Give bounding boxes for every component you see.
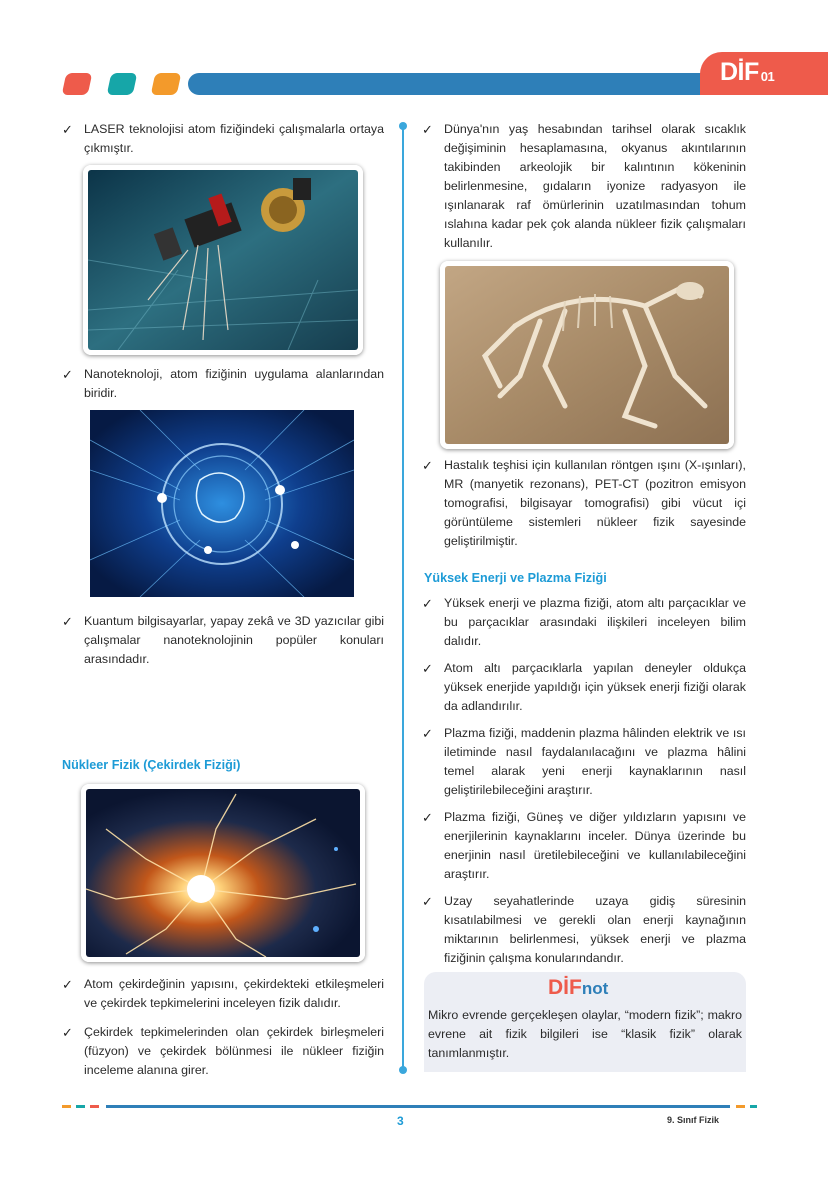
bullet-laser: ✓ LASER teknolojisi atom fiziğindeki çalışmalarla ortaya çıkmıştır. bbox=[62, 122, 384, 155]
bullet-high-energy-1: ✓ Yüksek enerji ve plazma fiziği, atom altı parçacıklar ve bu parçacıklar arasındaki ilişkileri inceleyen bilim dalıdır. bbox=[422, 596, 746, 648]
footer-dash-red bbox=[90, 1105, 99, 1108]
section-nuclear-title: Nükleer Fizik (Çekirdek Fiziği) bbox=[62, 758, 241, 772]
bullet-xray: ✓ Hastalık teşhisi için kullanılan röntgen ışını (X-ışınları), MR (manyetik rezonans), PET-CT (pozitron emisyon tomografisi, bilgisayar tomografisi) gibi vücut içi görüntüleme sistemleri nükleer fizik sayesinde geliştirilmiştir. bbox=[422, 458, 746, 548]
footer-line bbox=[106, 1105, 730, 1108]
column-divider bbox=[402, 126, 404, 1070]
bullet-fusion: ✓ Çekirdek tepkimelerinden olan çekirdek birleşmeleri (füzyon) ve çekirdek bölünmesi ile nükleer fiziğin inceleme alanına girer. bbox=[62, 1025, 384, 1077]
bullet-nucleus: ✓ Atom çekirdeğinin yapısını, çekirdekteki etkileşmeleri ve çekirdek tepkimelerini inceleyen fizik dalıdır. bbox=[62, 977, 384, 1010]
bullet-plasma-1: ✓ Plazma fiziği, maddenin plazma hâlinden elektrik ve ısı iletiminde nasıl faydalanılacağını ve plazma hâlini temel alarak yeni enerji kaynaklarının nasıl geliştirilebileceğini araştırır. bbox=[422, 726, 746, 797]
brand-logo: DİF $_{01}$ bbox=[720, 58, 775, 86]
check-icon: ✓ bbox=[422, 726, 433, 741]
right-column-3 bbox=[422, 594, 746, 968]
bullet-plasma-2: ✓ Plazma fiziği, Güneş ve diğer yıldızların yapısını ve enerjilerinin kaynaklarını inceler. Dünya üzerinde bu enerjinin nasıl üretilebileceğini ve kullanılabileceğini araştırır. bbox=[422, 810, 746, 881]
check-icon: ✓ bbox=[422, 122, 433, 137]
right-column-2 bbox=[422, 456, 746, 551]
page-number: 3 bbox=[397, 1114, 404, 1128]
footer-dash-orange bbox=[62, 1105, 71, 1108]
dif-note-text: Mikro evrende gerçekleşen olaylar, “modern fizik”; makro evrene ait fizik bilgileri ise “klasik fizik” olarak tanımlanmıştır. bbox=[428, 1008, 742, 1060]
header-bar bbox=[188, 73, 723, 95]
header-tab bbox=[700, 52, 828, 95]
divider-bottom-dot bbox=[399, 1066, 407, 1074]
bullet-nano: ✓ Nanoteknoloji, atom fiziğinin uygulama alanlarından biridir. bbox=[62, 367, 384, 400]
left-column-2 bbox=[62, 365, 384, 403]
header-orange-square bbox=[151, 73, 182, 95]
left-column-3 bbox=[62, 612, 384, 669]
bullet-quantum: ✓ Kuantum bilgisayarlar, yapay zekâ ve 3D yazıcılar gibi çalışmalar nanoteknolojinin popüler konuları arasındadır. bbox=[62, 614, 384, 666]
left-column bbox=[62, 120, 384, 158]
check-icon: ✓ bbox=[422, 894, 433, 909]
section-high-energy-title: Yüksek Enerji ve Plazma Fiziği bbox=[424, 571, 607, 585]
header-red-square bbox=[62, 73, 93, 95]
photo-nuclear-explosion bbox=[81, 784, 365, 962]
bullet-space: ✓ Uzay seyahatlerinde uzaya gidiş süresinin kısatılabilmesi ve gerekli olan enerji kaynağının miktarının belirlenmesi, yüksek enerji ve plazma fiziğinin çalışma konularındandır. bbox=[422, 894, 746, 965]
right-column bbox=[422, 120, 746, 253]
bullet-earth-age: ✓ Dünya'nın yaş hesabından tarihsel olarak sıcaklık değişiminin hesaplamasına, okyanus akıntılarının takibinden arkeolojik bir kalıntının kökeninin belirlenmesine, gıdaların iyonize radyasyon ile ışınlanarak raf ömürlerinin uzatılmasından tohum ıslahına kadar pek çok alanda nükleer fizik çalışmaları kullanılır. bbox=[422, 122, 746, 250]
check-icon: ✓ bbox=[422, 596, 433, 611]
footer-dash-teal bbox=[76, 1105, 85, 1108]
check-icon: ✓ bbox=[62, 367, 73, 382]
check-icon: ✓ bbox=[422, 458, 433, 473]
check-icon: ✓ bbox=[62, 1025, 73, 1040]
bullet-high-energy-2: ✓ Atom altı parçacıklarla yapılan deneyler oldukça yüksek enerjide yapıldığı için yüksek enerji fiziği olarak da adlandırılır. bbox=[422, 661, 746, 713]
dif-note-box bbox=[424, 972, 746, 1072]
check-icon: ✓ bbox=[62, 122, 73, 137]
check-icon: ✓ bbox=[422, 661, 433, 676]
course-label: 9. Sınıf Fizik bbox=[667, 1115, 720, 1125]
photo-ai-brain bbox=[90, 410, 354, 597]
check-icon: ✓ bbox=[62, 977, 73, 992]
dif-note-logo: DİFnot bbox=[548, 976, 609, 999]
check-icon: ✓ bbox=[62, 614, 73, 629]
check-icon: ✓ bbox=[422, 810, 433, 825]
left-column-4 bbox=[62, 975, 384, 1080]
footer-dash-teal-2 bbox=[750, 1105, 757, 1108]
photo-fossil bbox=[440, 261, 734, 449]
footer-dash-orange-2 bbox=[736, 1105, 745, 1108]
header-teal-square bbox=[107, 73, 138, 95]
photo-circuit-robot bbox=[83, 165, 363, 355]
